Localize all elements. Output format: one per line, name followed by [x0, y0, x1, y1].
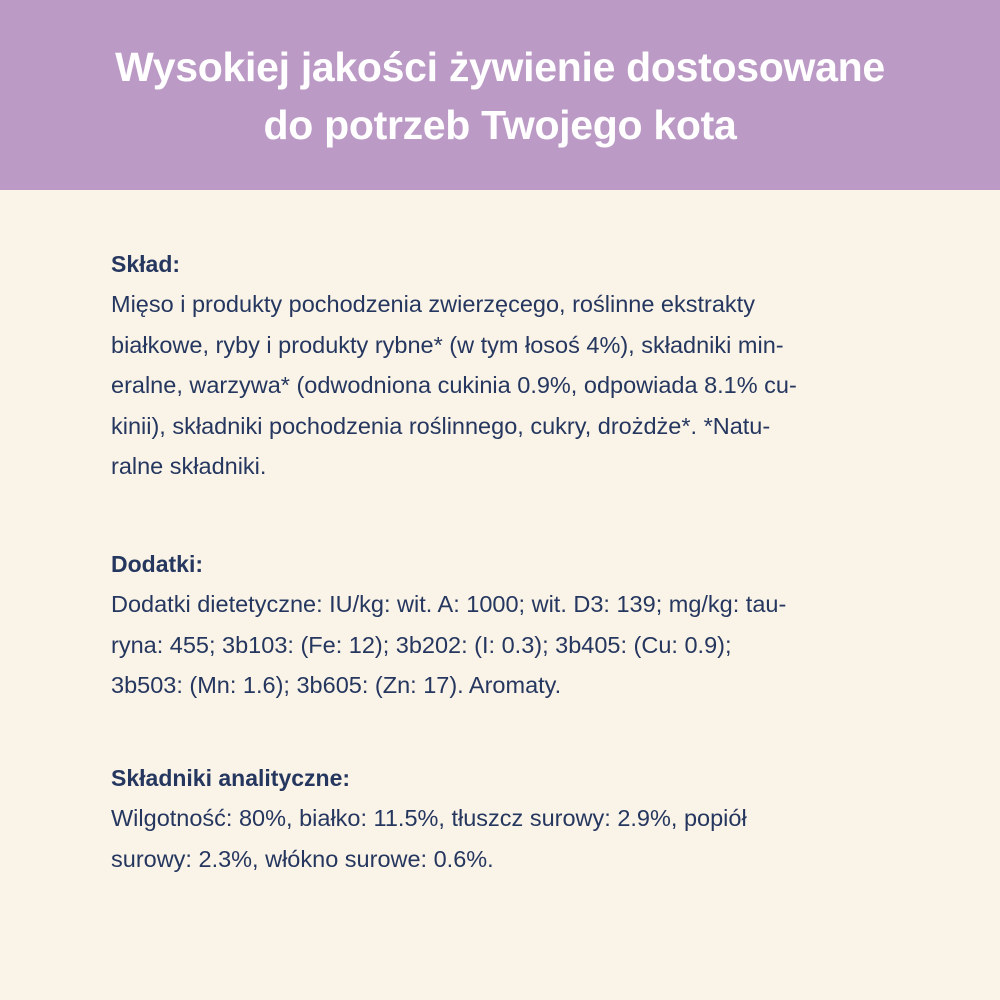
additives-line: 3b503: (Mn: 1.6); 3b605: (Zn: 17). Aromaty.	[111, 672, 562, 698]
section-additives	[111, 544, 786, 706]
section-body-additives	[111, 584, 786, 706]
section-body-analytical	[111, 798, 747, 879]
section-body-composition	[111, 284, 797, 487]
section-analytical-constituents	[111, 758, 747, 879]
header-banner	[0, 0, 1000, 190]
section-heading-additives: Dodatki:	[111, 551, 203, 577]
composition-line: kinii), składniki pochodzenia roślinnego, cukry, drożdże*. *Natu-	[111, 412, 771, 439]
composition-line: białkowe, ryby i produkty rybne* (w tym łosoś 4%), składniki min-	[111, 331, 784, 358]
composition-line: ralne składniki.	[111, 453, 267, 479]
section-heading-composition: Skład:	[111, 251, 181, 277]
composition-line: Mięso i produkty pochodzenia zwierzęcego, roślinne ekstrakty	[111, 291, 755, 317]
analytical-line: surowy: 2.3%, włókno surowe: 0.6%.	[111, 845, 494, 872]
section-heading-analytical: Składniki analityczne:	[111, 765, 351, 791]
additives-line: ryna: 455; 3b103: (Fe: 12); 3b202: (I: 0.3); 3b405: (Cu: 0.9);	[111, 631, 732, 658]
section-composition	[111, 244, 797, 487]
page-title	[50, 36, 950, 154]
page-title-line-2: do potrzeb Twojego kota	[263, 102, 737, 148]
page-title-line-1: Wysokiej jakości żywienie dostosowane	[115, 44, 885, 90]
composition-line: eralne, warzywa* (odwodniona cukinia 0.9%, odpowiada 8.1% cu-	[111, 372, 797, 398]
analytical-line: Wilgotność: 80%, białko: 11.5%, tłuszcz surowy: 2.9%, popiół	[111, 805, 747, 831]
additives-line: Dodatki dietetyczne: IU/kg: wit. A: 1000; wit. D3: 139; mg/kg: tau-	[111, 591, 787, 617]
